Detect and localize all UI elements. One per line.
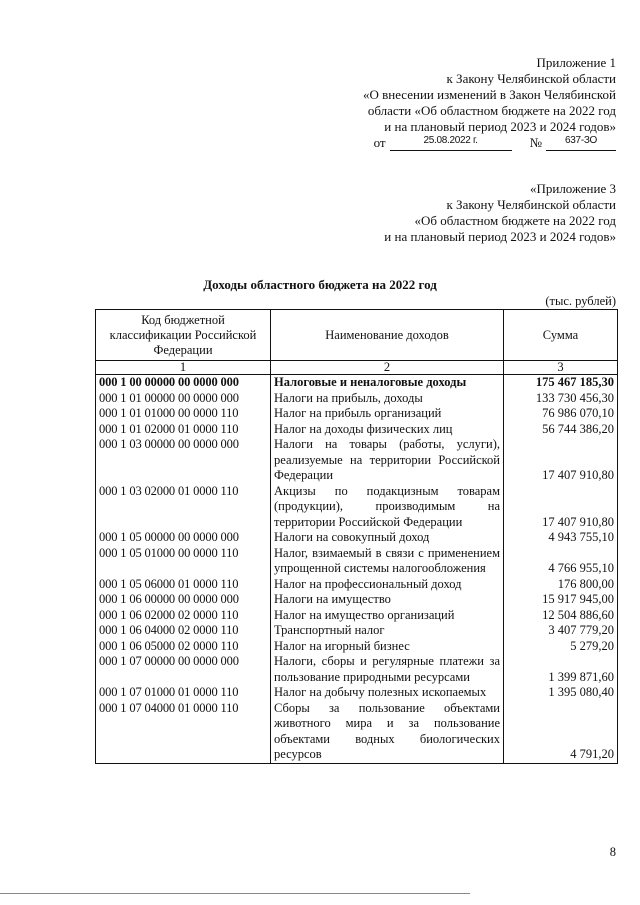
table-row [96, 654, 618, 685]
appendix-3-header [384, 181, 616, 245]
row-sum: 3 407 779,20 [504, 623, 618, 639]
row-code: 000 1 07 04000 01 0000 110 [96, 701, 271, 764]
row-sum: 176 800,00 [504, 577, 618, 593]
row-code: 000 1 06 05000 02 0000 110 [96, 639, 271, 655]
row-code: 000 1 03 00000 00 0000 000 [96, 437, 271, 484]
table-row [96, 530, 618, 546]
row-code: 000 1 00 00000 00 0000 000 [96, 375, 271, 391]
table-header-row [96, 310, 618, 361]
row-name: Налоги на имущество [271, 592, 504, 608]
table-row [96, 639, 618, 655]
appendix-1-line: и на плановый период 2023 и 2024 годов» [384, 119, 616, 134]
table-row [96, 546, 618, 577]
row-name: Налог на добычу полезных ископаемых [271, 685, 504, 701]
row-name: Налоги на товары (работы, услуги), реализуемые на территории Российской Федерации [271, 437, 504, 484]
row-name: Налог на игорный бизнес [271, 639, 504, 655]
row-name: Налоги, сборы и регулярные платежи за пользование природными ресурсами [271, 654, 504, 685]
date-field [390, 137, 512, 151]
row-sum: 12 504 886,60 [504, 608, 618, 624]
header-name: Наименование доходов [271, 310, 504, 361]
row-code: 000 1 07 01000 01 0000 110 [96, 685, 271, 701]
row-code: 000 1 03 02000 01 0000 110 [96, 484, 271, 531]
row-code: 000 1 07 00000 00 0000 000 [96, 654, 271, 685]
table-row [96, 375, 618, 391]
law-date-number-line [363, 135, 616, 151]
row-name: Налог на доходы физических лиц [271, 422, 504, 438]
table-row [96, 623, 618, 639]
row-sum: 5 279,20 [504, 639, 618, 655]
row-name: Налог, взимаемый в связи с применением упрощенной системы налогообложения [271, 546, 504, 577]
appendix-1-line: области «Об областном бюджете на 2022 год [367, 103, 616, 118]
column-number: 1 [96, 361, 271, 375]
page-number: 8 [609, 845, 616, 859]
row-code: 000 1 06 04000 02 0000 110 [96, 623, 271, 639]
table-row [96, 577, 618, 593]
appendix-3-line: «Приложение 3 [529, 181, 616, 196]
row-code: 000 1 01 02000 01 0000 110 [96, 422, 271, 438]
table-row [96, 484, 618, 531]
table-row [96, 406, 618, 422]
row-code: 000 1 05 01000 00 0000 110 [96, 546, 271, 577]
row-code: 000 1 05 06000 01 0000 110 [96, 577, 271, 593]
appendix-1-line: «О внесении изменений в Закон Челябинской [362, 87, 616, 102]
row-name: Налог на профессиональный доход [271, 577, 504, 593]
number-label: № [529, 135, 542, 150]
row-sum: 15 917 945,00 [504, 592, 618, 608]
table-row [96, 685, 618, 701]
units-label: (тыс. рублей) [545, 294, 616, 308]
law-number: 637-ЗО [565, 135, 597, 146]
header-code: Код бюджетной классификации Российской Федерации [96, 310, 271, 361]
ot-label: от [373, 135, 386, 150]
table-body [96, 375, 618, 764]
row-sum: 175 467 185,30 [504, 375, 618, 391]
row-sum: 1 399 871,60 [504, 654, 618, 685]
row-sum: 56 744 386,20 [504, 422, 618, 438]
row-code: 000 1 06 00000 00 0000 000 [96, 592, 271, 608]
row-code: 000 1 01 01000 00 0000 110 [96, 406, 271, 422]
row-code: 000 1 05 00000 00 0000 000 [96, 530, 271, 546]
row-sum: 4 943 755,10 [504, 530, 618, 546]
row-name: Налоги на совокупный доход [271, 530, 504, 546]
appendix-3-line: «Об областном бюджете на 2022 год [414, 213, 616, 228]
row-name: Налоги на прибыль, доходы [271, 391, 504, 407]
table-row [96, 437, 618, 484]
appendix-3-line: и на плановый период 2023 и 2024 годов» [384, 229, 616, 244]
row-sum: 133 730 456,30 [504, 391, 618, 407]
appendix-1-header [363, 55, 616, 151]
row-name: Сборы за пользование объектами животного мира и за пользование объектами водных биологических ресурсов [271, 701, 504, 764]
row-code: 000 1 01 00000 00 0000 000 [96, 391, 271, 407]
row-sum: 17 407 910,80 [504, 437, 618, 484]
row-sum: 1 395 080,40 [504, 685, 618, 701]
row-sum: 4 766 955,10 [504, 546, 618, 577]
appendix-3-line: к Закону Челябинской области [446, 197, 616, 212]
table-row [96, 592, 618, 608]
column-numbers-row [96, 361, 618, 375]
row-sum: 4 791,20 [504, 701, 618, 764]
bottom-rule [0, 893, 470, 894]
document-title: Доходы областного бюджета на 2022 год [203, 277, 437, 292]
row-name: Акцизы по подакцизным товарам (продукции), производимым на территории Российской Федерации [271, 484, 504, 531]
table-row [96, 422, 618, 438]
appendix-1-line: Приложение 1 [536, 55, 616, 70]
appendix-1-line: к Закону Челябинской области [446, 71, 616, 86]
row-name: Налог на прибыль организаций [271, 406, 504, 422]
number-field [546, 137, 616, 151]
column-number: 2 [271, 361, 504, 375]
law-date: 25.08.2022 г. [423, 135, 478, 146]
row-code: 000 1 06 02000 02 0000 110 [96, 608, 271, 624]
row-name: Налог на имущество организаций [271, 608, 504, 624]
row-sum: 17 407 910,80 [504, 484, 618, 531]
row-name: Транспортный налог [271, 623, 504, 639]
table-row [96, 701, 618, 764]
column-number: 3 [504, 361, 618, 375]
row-sum: 76 986 070,10 [504, 406, 618, 422]
header-sum: Сумма [504, 310, 618, 361]
row-name: Налоговые и неналоговые доходы [271, 375, 504, 391]
table-row [96, 608, 618, 624]
revenue-table [95, 309, 618, 764]
table-row [96, 391, 618, 407]
